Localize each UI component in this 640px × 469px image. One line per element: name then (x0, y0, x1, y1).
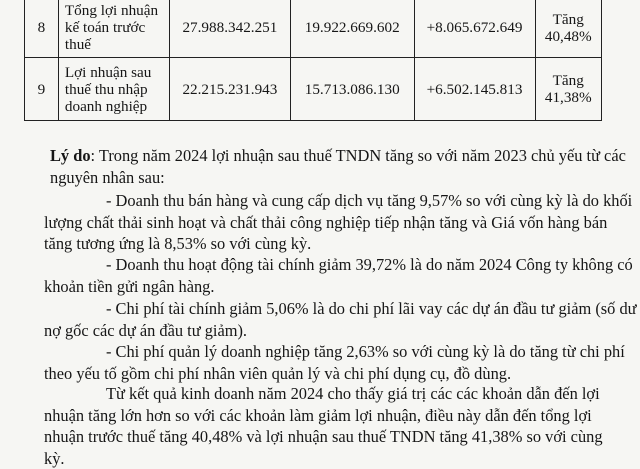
change-percent (535, 0, 601, 58)
bullet-line: theo yếu tố gồm chi phí nhân viên quản lý và chi phí dụng cụ, đồ dùng. (44, 363, 600, 385)
reason-text: : Trong năm 2024 lợi nhuận sau thuế TNDN tăng so với năm 2023 chủ yếu từ các (91, 146, 626, 165)
bullet-line: khoản tiền gửi ngân hàng. (44, 276, 600, 298)
reason-line: nguyên nhân sau: (44, 167, 600, 189)
row-label-line: thuế (65, 36, 169, 53)
value-difference: +8.065.672.649 (414, 0, 535, 58)
row-label (58, 58, 169, 121)
conclusion-line: Từ kết quả kinh doanh năm 2024 cho thấy giá trị các các khoản dẫn đến lợi (44, 383, 600, 405)
bullet-financial-income (44, 254, 600, 297)
change-label: Tăng (536, 72, 601, 89)
row-number: 8 (25, 0, 59, 58)
reason-line (44, 145, 600, 167)
conclusion-line: nhuận trước thuế tăng 40,48% và lợi nhuận sau thuế TNDN tăng 41,38% so với cùng (44, 426, 600, 448)
table-row (25, 0, 602, 58)
bullet-line: - Chi phí quản lý doanh nghiệp tăng 2,63% so với cùng kỳ là do tăng từ chi phí (44, 341, 600, 363)
value-2023: 19.922.669.602 (290, 0, 414, 58)
row-label-line: doanh nghiệp (65, 98, 169, 115)
reason-label: Lý do (50, 146, 91, 165)
row-label-line: thuế thu nhập (65, 81, 169, 98)
conclusion-line: kỳ. (44, 448, 600, 469)
conclusion-paragraph (44, 383, 600, 469)
table-row (25, 58, 602, 121)
row-label-line: Lợi nhuận sau (65, 64, 169, 81)
bullet-admin-expense (44, 341, 600, 384)
reason-paragraph (44, 145, 600, 188)
row-number: 9 (25, 58, 59, 121)
change-value: 40,48% (536, 28, 601, 45)
row-label-line: Tổng lợi nhuận (65, 2, 169, 19)
change-label: Tăng (536, 11, 601, 28)
value-2023: 15.713.086.130 (290, 58, 414, 121)
bullet-line: - Doanh thu hoạt động tài chính giảm 39,72% là do năm 2024 Công ty không có (44, 254, 600, 276)
value-2024: 27.988.342.251 (169, 0, 290, 58)
bullet-line: - Chi phí tài chính giảm 5,06% là do chi phí lãi vay các dự án đầu tư giảm (số dư (44, 298, 600, 320)
row-label (58, 0, 169, 58)
bullet-line: tăng tương ứng là 8,53% so với cùng kỳ. (44, 233, 600, 255)
change-value: 41,38% (536, 89, 601, 106)
bullet-line: - Doanh thu bán hàng và cung cấp dịch vụ tăng 9,57% so với cùng kỳ là do khối (44, 190, 600, 212)
bullet-line: lượng chất thải sinh hoạt và chất thải công nghiệp tiếp nhận tăng và Giá vốn hàng bán (44, 212, 600, 234)
conclusion-line: nhuận tăng lớn hơn so với các khoản làm giảm lợi nhuận, điều này dẫn đến tổng lợi (44, 405, 600, 427)
change-percent (535, 58, 601, 121)
bullet-revenue (44, 190, 600, 255)
value-2024: 22.215.231.943 (169, 58, 290, 121)
bullet-line: nợ gốc các dự án đầu tư giảm). (44, 320, 600, 342)
profit-table (24, 0, 602, 121)
bullet-financial-expense (44, 298, 600, 341)
value-difference: +6.502.145.813 (414, 58, 535, 121)
row-label-line: kế toán trước (65, 19, 169, 36)
